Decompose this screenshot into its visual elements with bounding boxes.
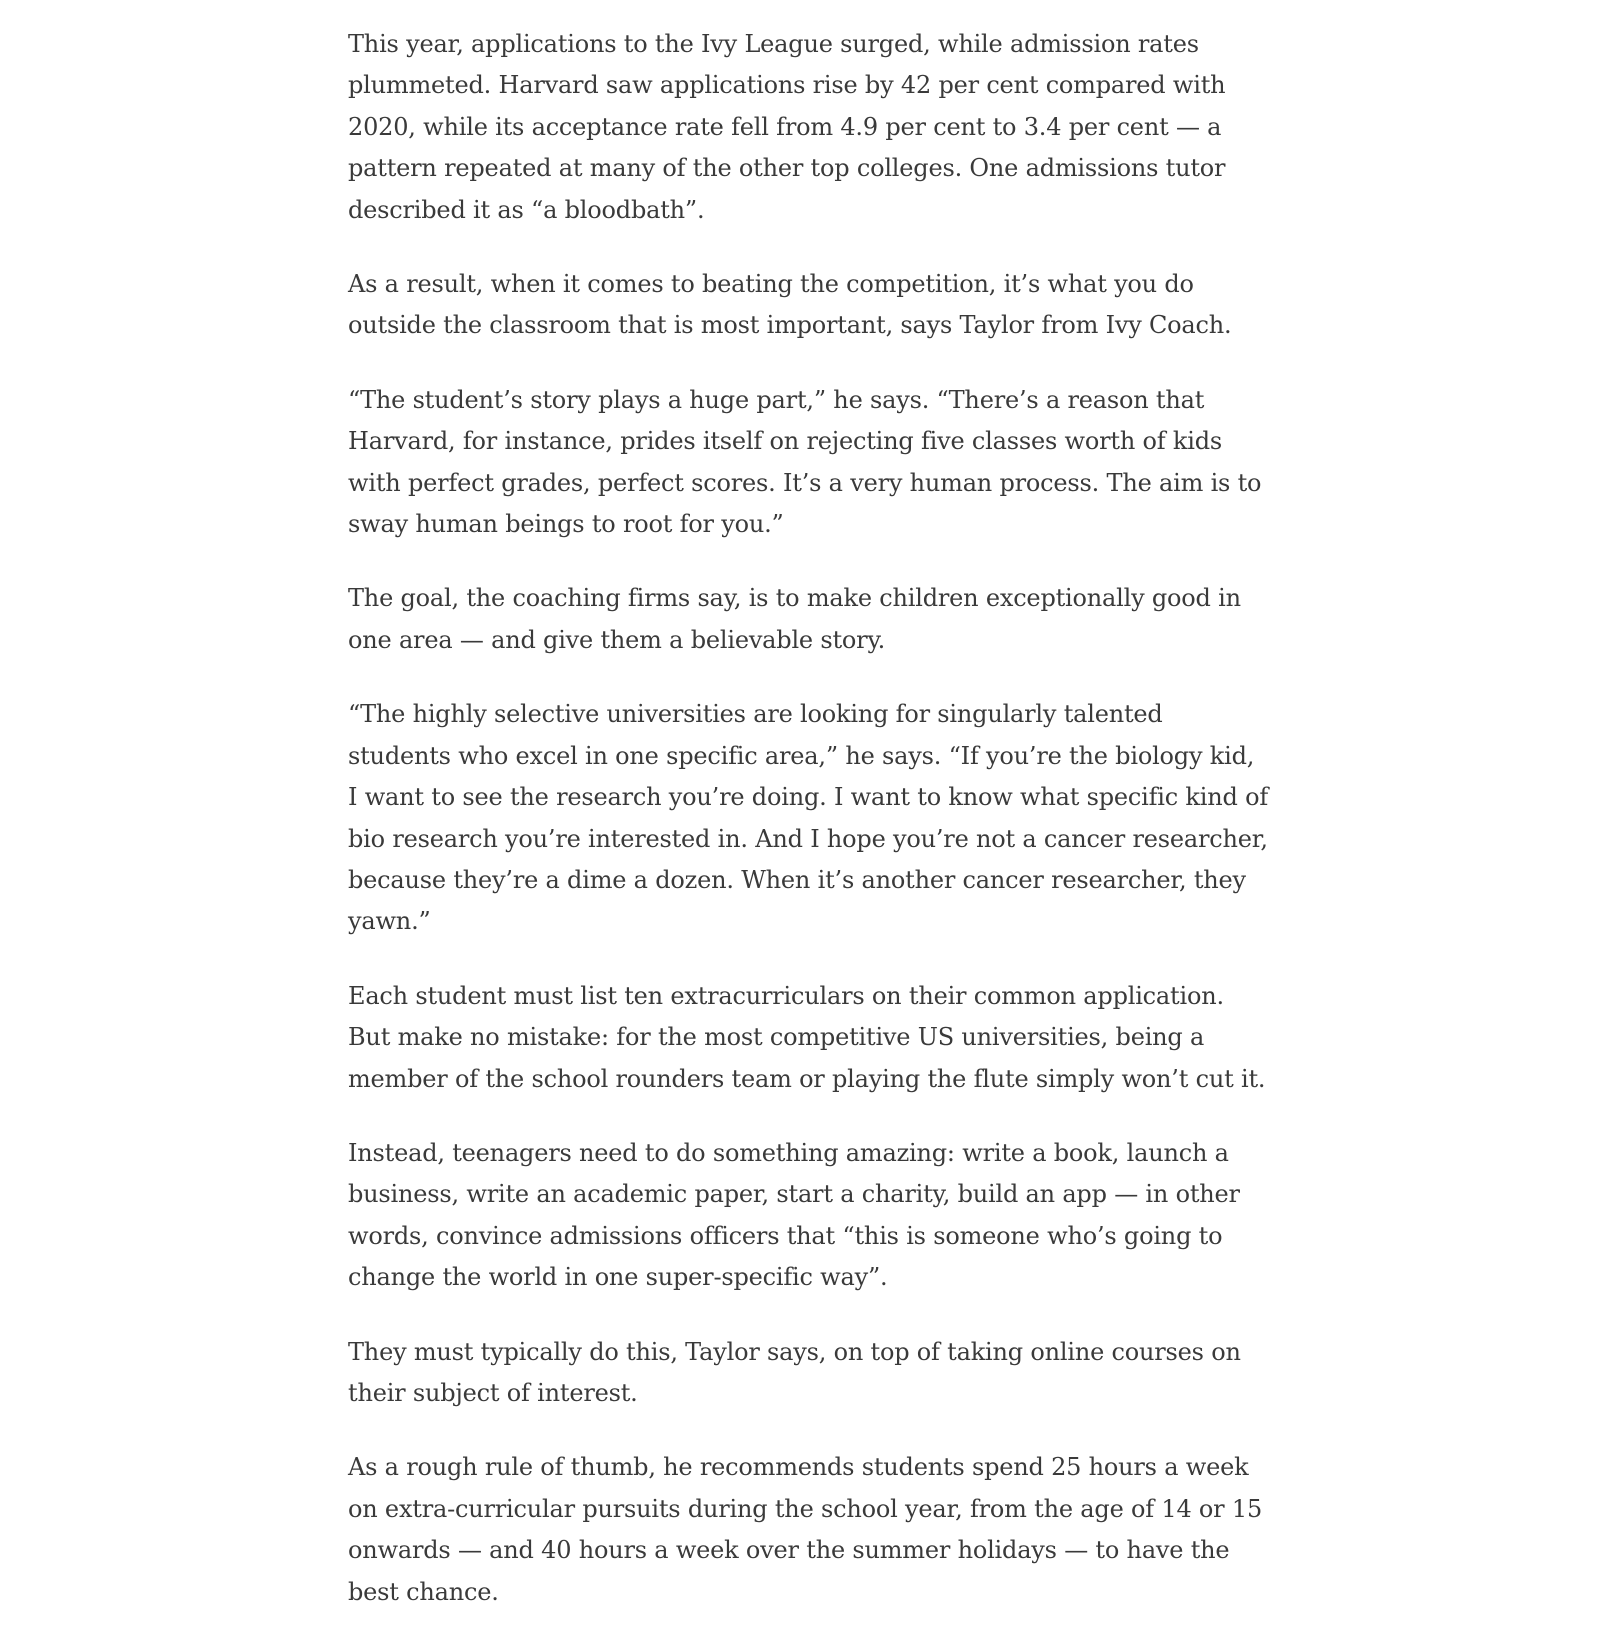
paragraph: “The highly selective universities are looking for singularly talented students who excel in one specific area,” he says. “If you’re the biology kid, I want to see the research you’re doing. I want to know what specific kind of bio research you’re interested in. And I hope you’re not a cancer researcher, because they’re a dime a dozen. When it’s another cancer researcher, they yawn.”	[348, 700, 1269, 936]
paragraph: They must typically do this, Taylor says, on top of taking online courses on their subject of interest.	[348, 1337, 1241, 1407]
paragraph: The goal, the coaching firms say, is to make children exceptionally good in one area — and give them a believable story.	[348, 584, 1241, 654]
paragraph: As a result, when it comes to beating the competition, it’s what you do outside the classroom that is most important, says Taylor from Ivy Coach.	[348, 270, 1232, 340]
article-body	[348, 24, 1268, 1646]
paragraph: Instead, teenagers need to do something amazing: write a book, launch a business, write an academic paper, start a charity, build an app — in other words, convince admissions officers that “this is someone who’s going to change the world in one super-specific way”.	[348, 1138, 1240, 1292]
paragraph: This year, applications to the Ivy League surged, while admission rates plummeted. Harvard saw applications rise by 42 per cent compared with 2020, while its acceptance rate fell from 4.9 per cent to 3.4 per cent — a pattern repeated at many of the other top colleges. One admissions tutor described it as “a bloodbath”.	[348, 30, 1226, 224]
paragraph: Each student must list ten extracurriculars on their common application. But make no mistake: for the most competitive US universities, being a member of the school rounders team or playing the flute simply won’t cut it.	[348, 981, 1266, 1093]
paragraph: “The student’s story plays a huge part,” he says. “There’s a reason that Harvard, for instance, prides itself on rejecting five classes worth of kids with perfect grades, perfect scores. It’s a very human process. The aim is to sway human beings to root for you.”	[348, 385, 1262, 539]
paragraph: As a rough rule of thumb, he recommends students spend 25 hours a week on extra-curricular pursuits during the school year, from the age of 14 or 15 onwards — and 40 hours a week over the summer holidays — to have the best chance.	[348, 1453, 1263, 1606]
